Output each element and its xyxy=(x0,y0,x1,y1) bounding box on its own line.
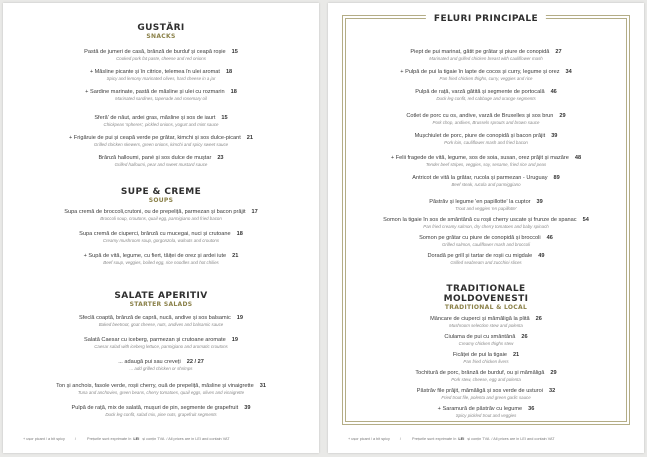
section-subtitle: STARTER SALADS xyxy=(129,301,193,308)
menu-item xyxy=(3,135,319,148)
menu-item xyxy=(328,175,644,188)
item-description: Tender beef stripes, veggies, soy, sesame, fried rice and peas xyxy=(425,162,547,167)
footer-separator: / xyxy=(74,437,76,441)
item-description: Creamy mushroom soup, gorgonzola, walnuts and croutons xyxy=(102,238,220,243)
item-name: Supa cremă de ciuperci, brânză cu mucegai, nuci și crutoane xyxy=(79,231,231,237)
menu-item xyxy=(3,315,319,328)
menu-item xyxy=(328,133,644,146)
item-name: Brânză halloumi, pané și sos dulce de muștar xyxy=(98,155,212,161)
footer-lei: LEI xyxy=(458,437,465,441)
menu-item xyxy=(3,359,319,372)
item-name: Pastă de jumeri de casă, brânză de burduf și ceapă roșie xyxy=(84,49,226,55)
item-price: 22 / 27 xyxy=(186,359,204,365)
item-price: 21 xyxy=(232,253,239,259)
menu-item xyxy=(328,352,644,365)
item-price: 89 xyxy=(553,175,560,181)
menu-item xyxy=(328,69,644,82)
item-price: 15 xyxy=(231,49,238,55)
item-description: Baked beetroot, goat cheese, nuts, andives and balsamic sauce xyxy=(98,322,224,327)
item-name: Supa cremă de broccoli,crutoni, ou de prepeliță, parmezan și bacon prăjit xyxy=(64,209,246,215)
item-name: Tochitură de porc, brânză de burduf, ou și mămăligă xyxy=(415,370,545,376)
item-name: + Măsline picante și în citrice, telemea în ulei aromat xyxy=(89,69,220,75)
section-traditional-header xyxy=(407,284,565,312)
menu-item xyxy=(328,89,644,102)
item-price: 46 xyxy=(550,89,557,95)
item-description: Fried trout file, polenta and green garlic sauce xyxy=(441,395,531,400)
item-name: Doradă pe grill și tartar de roșii cu migdale xyxy=(427,253,533,259)
footer-prices-note: Prețurile sunt exprimate în xyxy=(412,437,457,441)
item-name: Somon pe grătar cu piure de conopidă și broccoli xyxy=(419,235,541,241)
menu-item xyxy=(328,217,644,230)
item-price: 29 xyxy=(559,113,566,119)
menu-item xyxy=(328,199,644,212)
section-main-courses-header xyxy=(426,14,546,24)
item-name: + Pulpă de pui la tigaie în lapte de cocos și curry, legume și orez xyxy=(400,69,560,75)
section-soups-header xyxy=(3,187,319,205)
section-title: GUSTĂRI xyxy=(137,23,185,33)
section-subtitle: TRADITIONAL & LOCAL xyxy=(444,304,528,311)
menu-item xyxy=(328,406,644,419)
menu-item xyxy=(328,253,644,266)
item-name: + Sardine marinate, pastă de măsline și ulei cu rozmarin xyxy=(85,89,225,95)
item-description: Cooked pork fat paste, cheese and red onions xyxy=(116,56,206,61)
item-price: 18 xyxy=(230,89,237,95)
item-description: Tuna and anchovies, green beans, cherry tomatoes, quail eggs, olives and vinaigrette xyxy=(77,390,245,395)
menu-item xyxy=(3,49,319,62)
item-price: 34 xyxy=(565,69,572,75)
item-description: Pork chop, andives, Brussels sprouts and brown sauce xyxy=(432,120,540,125)
item-price: 17 xyxy=(251,209,258,215)
item-name: Sfeclă coaptă, brânză de capră, nucă, andive și sos balsamic xyxy=(79,315,231,321)
item-name: + Frigăruie de pui și ceapă verde pe grătar, kimchi și sos dulce-picant xyxy=(68,135,241,141)
item-description: Pork stew, cheese, egg and polenta xyxy=(451,377,521,382)
menu-item xyxy=(3,405,319,418)
item-name: + Saramură de păstrăv cu legume xyxy=(437,406,523,412)
item-description: Pan fried chicken thighs, curry, veggies and rice xyxy=(439,76,533,81)
menu-item xyxy=(3,69,319,82)
item-description: Beef soup, veggies, boiled egg, rice noodles and hot chilies xyxy=(103,260,219,265)
item-description: Spicy and lemony marinated olives, hard cheese in a jar xyxy=(106,76,216,81)
page-footer xyxy=(23,437,309,442)
item-description: Grilled salmon, cauliflower mash and broccoli xyxy=(441,242,531,247)
item-price: 18 xyxy=(236,231,243,237)
item-price: 46 xyxy=(546,235,553,241)
menu-item xyxy=(3,337,319,350)
item-description: Mushroom selection stew and polenta xyxy=(449,323,523,328)
menu-item xyxy=(328,388,644,401)
menu-item xyxy=(328,316,644,329)
menu-item xyxy=(328,235,644,248)
menu-item xyxy=(328,334,644,347)
item-price: 36 xyxy=(528,406,535,412)
item-price: 27 xyxy=(555,49,562,55)
menu-item xyxy=(3,115,319,128)
item-description: Pan fried chicken livers xyxy=(463,359,509,364)
item-price: 48 xyxy=(574,155,582,161)
footer-prices-note: Prețurile sunt exprimate în xyxy=(87,437,132,441)
section-title: TRADITIONALE MOLDOVENESTI xyxy=(443,284,529,304)
item-price: 21 xyxy=(246,135,254,141)
page-footer xyxy=(348,437,634,442)
item-description: Pan fried creamy salmon, dry cherry tomatoes and baby spinach xyxy=(423,224,549,229)
item-price: 29 xyxy=(550,370,557,376)
item-description: Duck leg confit, salad mix, pine nuts, grapefruit segments xyxy=(105,412,217,417)
item-price: 26 xyxy=(535,316,542,322)
item-name: Mușchiulet de porc, piure de conopidă și bacon prăjit xyxy=(414,133,546,139)
footer-tva: și conțin TVA xyxy=(467,437,490,441)
menu-item xyxy=(3,155,319,168)
section-title: SUPE & CREME xyxy=(120,187,202,197)
item-name: Somon la tigaie în sos de smântână cu roșii cherry uscate și frunze de spanac xyxy=(383,217,577,223)
item-description: Grilled chicken skewers, green onions, kimchi and spicy sweet sauce xyxy=(93,142,229,147)
menu-item xyxy=(3,383,319,396)
section-subtitle: SOUPS xyxy=(148,197,174,204)
item-price: 21 xyxy=(512,352,520,358)
item-description: Caesar salad with iceberg lettuce, parmigiano and aromatic croutons xyxy=(94,344,228,349)
section-snacks-header xyxy=(3,23,319,41)
item-price: 31 xyxy=(259,383,266,389)
item-name: Piept de pui marinat, gătit pe grătar și piure de conopidă xyxy=(410,49,550,55)
item-name: + Felii fragede de vită, legume, sos de soia, susan, orez prăjit și mazăre xyxy=(390,155,569,161)
menu-item xyxy=(328,370,644,383)
item-description: Spicy pickled trout and veggies xyxy=(455,413,517,418)
item-name: + Supă de vită, legume, cu fiert, tăiței de orez și ardei iute xyxy=(83,253,227,259)
item-description: Marinated sardines, tapenade and rosemary oil xyxy=(115,96,207,101)
item-name: Ton și anchois, fasole verde, roșii cherry, ouă de prepeliță, măsline și vinaigrette xyxy=(56,383,254,389)
item-name: Pulpă de rață, mix de salată, mușuri de pin, segmente de grapefruit xyxy=(71,405,239,411)
item-price: 49 xyxy=(538,253,545,259)
item-price: 19 xyxy=(236,315,243,321)
item-price: 19 xyxy=(231,337,239,343)
item-name: Ciulama de pui cu smântână xyxy=(444,334,516,340)
item-price: 15 xyxy=(221,115,228,121)
item-price: 39 xyxy=(551,133,558,139)
section-subtitle: SNACKS xyxy=(146,33,176,40)
item-price: 32 xyxy=(549,388,556,394)
item-name: ... adaugă pui sau creveți xyxy=(118,359,181,365)
item-description: Broccoli soup, croutons, quail egg, parmigiano and fried bacon xyxy=(100,216,222,221)
menu-item xyxy=(3,209,319,222)
item-name: Păstrăv și legume 'en papillotte' la cuptor xyxy=(429,199,531,205)
item-price: 39 xyxy=(244,405,251,411)
item-price: 23 xyxy=(217,155,224,161)
item-price: 39 xyxy=(536,199,543,205)
item-description: Chickpeas 'spheres', pickled onions, yogurt and mint sauce xyxy=(103,122,219,127)
footer-tva: și conțin TVA xyxy=(142,437,165,441)
item-price: 18 xyxy=(225,69,233,75)
item-description: Pork loin, cauliflower mash and fried bacon xyxy=(444,140,528,145)
item-name: Ficăței de pui la tigaie xyxy=(452,352,507,358)
item-name: Salată Caesar cu iceberg, parmezan și crutoane aromate xyxy=(83,337,226,343)
footer-separator: / xyxy=(399,437,401,441)
item-description: ... add grilled chicken or shrimps xyxy=(129,366,193,371)
item-name: Cotlet de porc cu os, andive, varză de Bruxelles și sos brun xyxy=(406,113,554,119)
section-salads-header xyxy=(3,291,319,309)
section-title: FELURI PRINCIPALE xyxy=(433,14,539,24)
item-description: Grilled seabream and zucchini slices xyxy=(450,260,522,265)
item-name: Pulpă de rață, varză gătită și segmente de portocală xyxy=(415,89,545,95)
menu-item xyxy=(328,155,644,168)
menu-item xyxy=(3,231,319,244)
footer-spicy-note: + ușor picant / a bit spicy xyxy=(23,437,65,441)
item-description: Trout and veggies 'en papillotte' xyxy=(455,206,517,211)
item-price: 26 xyxy=(521,334,528,340)
item-description: Grilled halloumi, pear and sweet mustard sauce xyxy=(114,162,208,167)
item-price: 54 xyxy=(582,217,589,223)
item-name: Sferă' de năut, ardei gras, măsline și sos de iaurt xyxy=(94,115,216,121)
item-description: Beef steak, rucola and parmiggiano xyxy=(451,182,521,187)
item-name: Mâncare de ciuperci și mămăligă la plită xyxy=(430,316,530,322)
menu-item xyxy=(3,253,319,266)
footer-lei: LEI xyxy=(133,437,140,441)
menu-item xyxy=(328,113,644,126)
item-description: Marinated and grilled chicken breast with cauliflower mash xyxy=(429,56,543,61)
footer-prices-en: / All prices are in LEI and contain VAT xyxy=(166,437,230,441)
menu-item xyxy=(328,49,644,62)
section-title: SALATE APERITIV xyxy=(114,291,208,301)
right-menu-page xyxy=(328,3,644,453)
footer-spicy-note: + ușor picant / a bit spicy xyxy=(348,437,390,441)
footer-prices-en: / All prices are in LEI and contain VAT xyxy=(491,437,555,441)
menu-item xyxy=(3,89,319,102)
item-description: Duck leg confit, red cabbage and orange segments xyxy=(436,96,536,101)
item-description: Creamy chicken thighs stew xyxy=(458,341,514,346)
item-name: Antricot de vită la grătar, rucola și parmezan - Uruguay xyxy=(412,175,548,181)
left-menu-page xyxy=(3,3,319,453)
item-name: Păstrăv file prăjit, mămăligă și sos verde de usturoi xyxy=(416,388,543,394)
